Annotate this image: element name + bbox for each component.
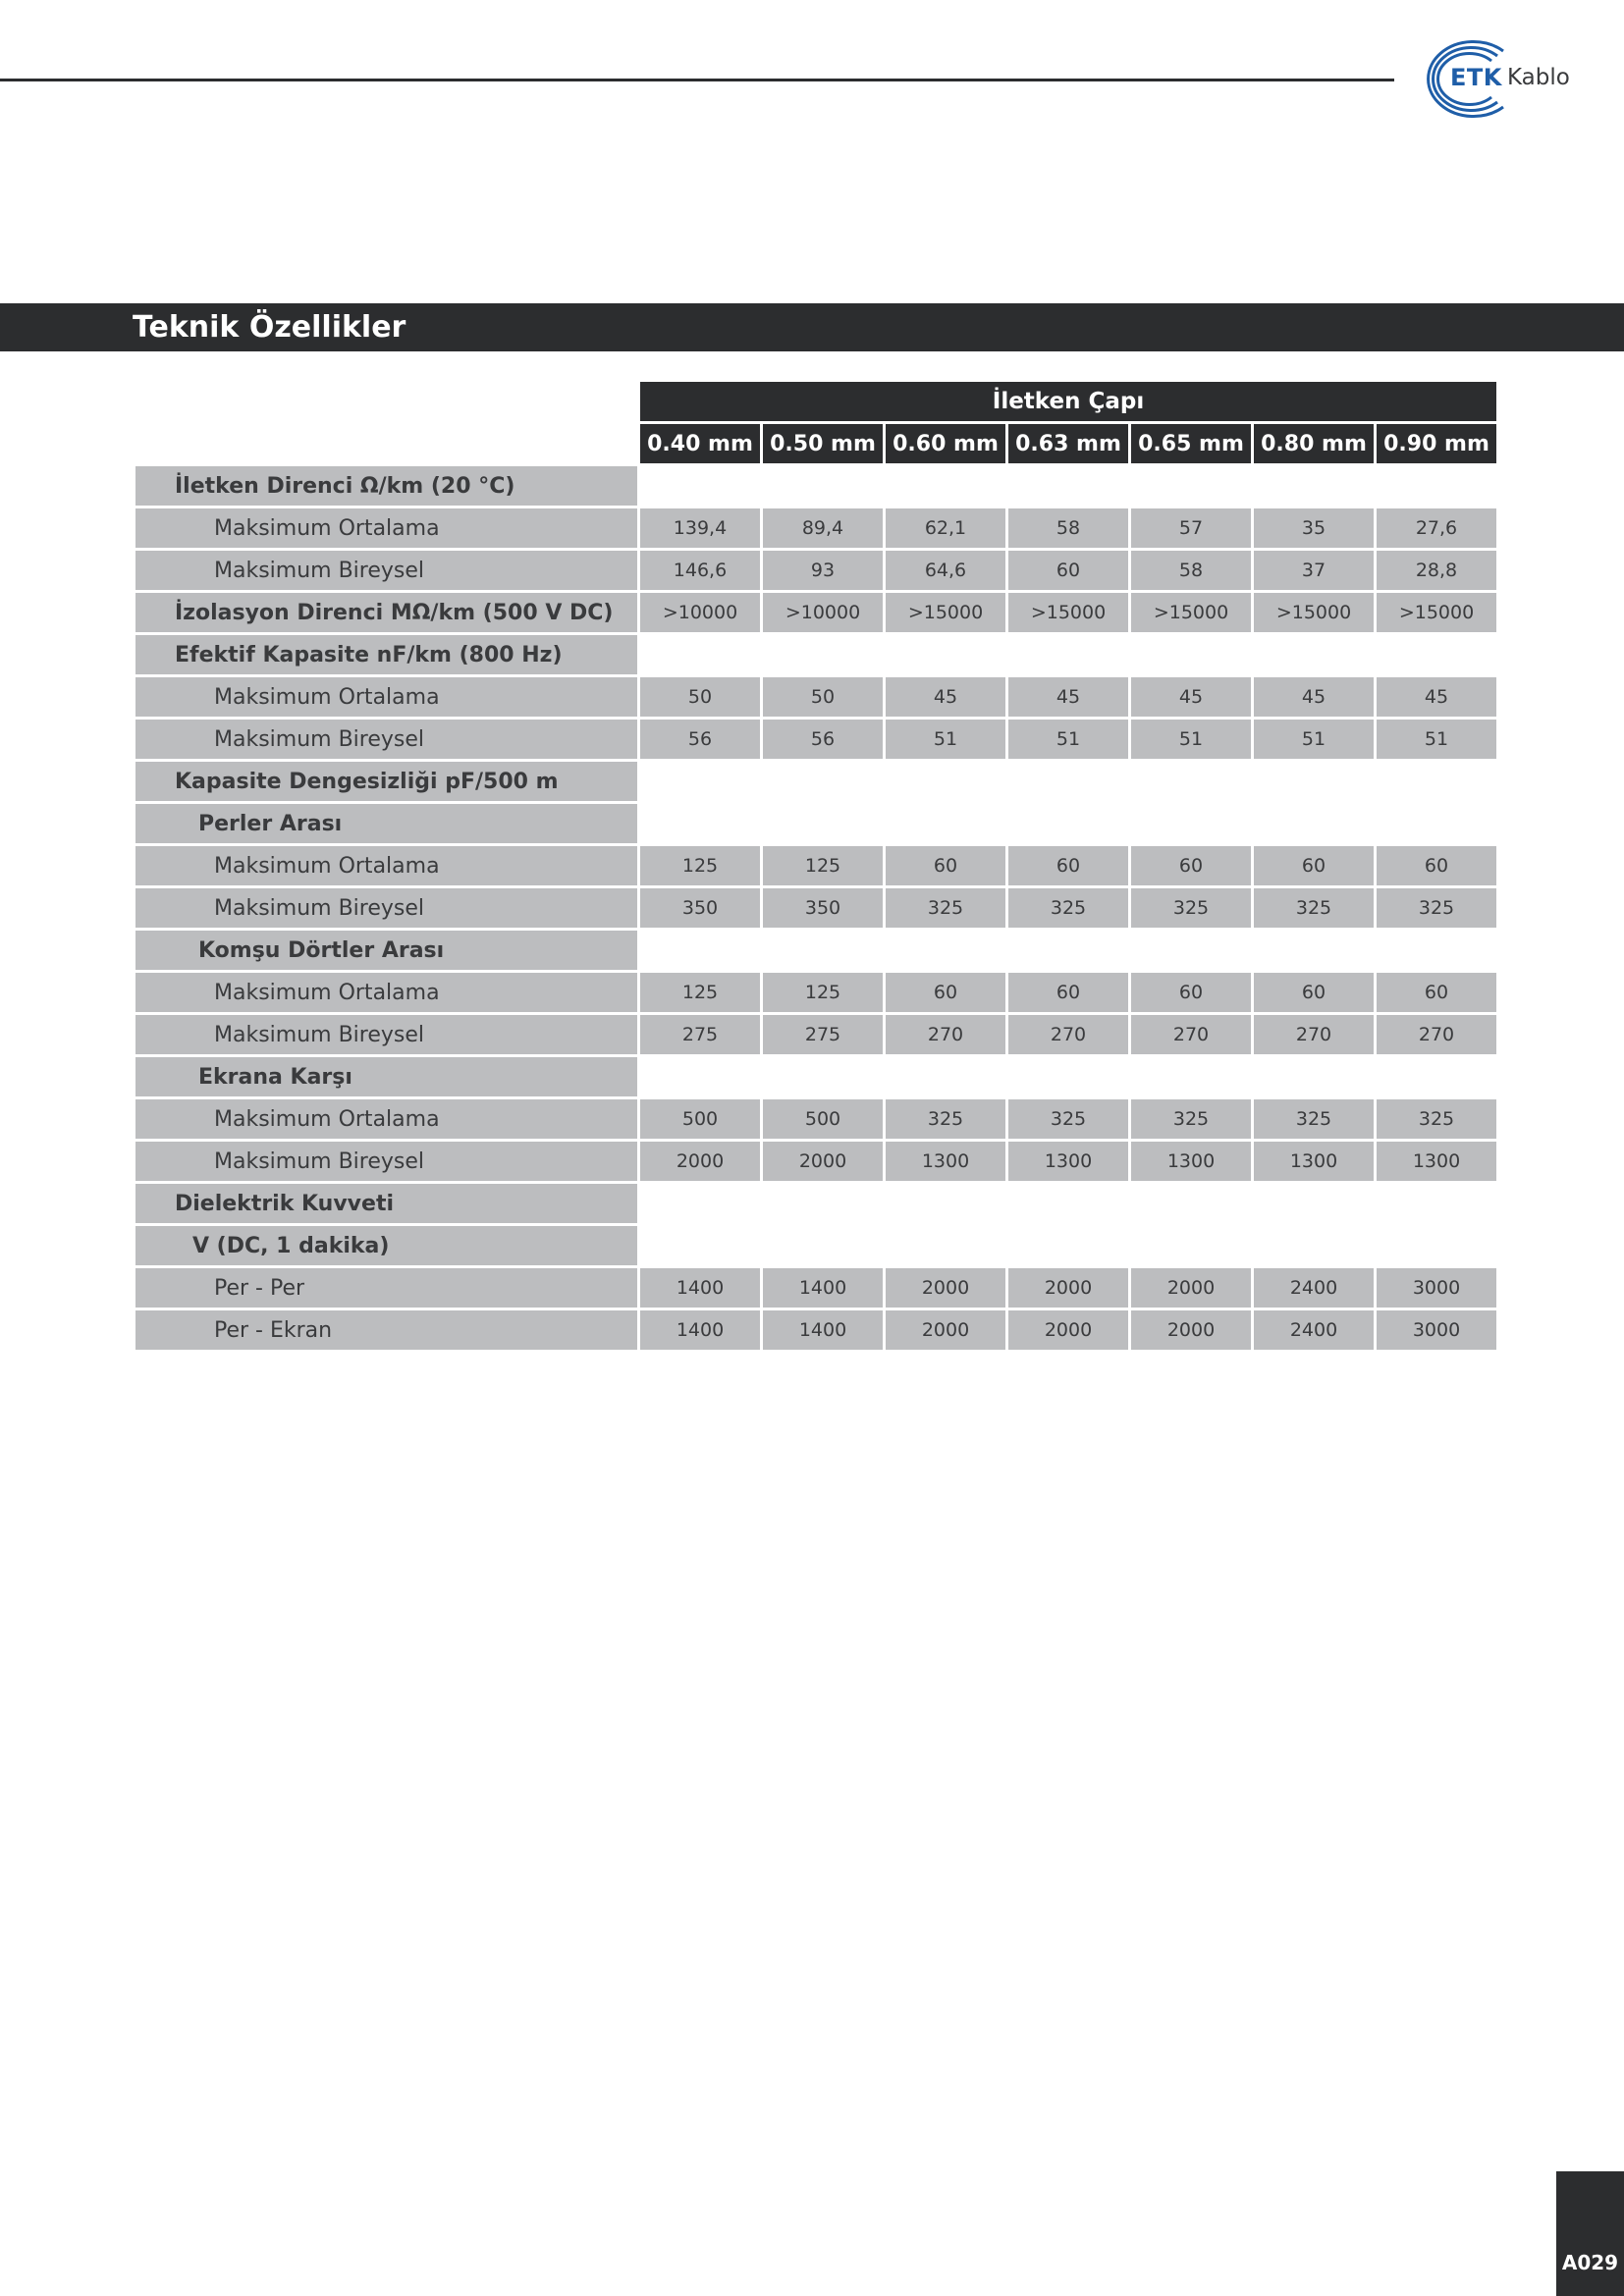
table-cell: 270: [1008, 1015, 1128, 1054]
table-cell: 125: [640, 846, 760, 885]
group-header-row: [135, 382, 1496, 421]
table-cell: 2400: [1254, 1268, 1374, 1308]
table-cell: 2000: [1008, 1268, 1128, 1308]
table-cell: 270: [1377, 1015, 1496, 1054]
table-cell: 270: [886, 1015, 1005, 1054]
table-cell: 45: [1254, 677, 1374, 717]
table-row: [135, 888, 1496, 928]
table-cell: 60: [1008, 973, 1128, 1012]
table-row: [135, 1057, 1496, 1096]
row-label: Perler Arası: [135, 804, 637, 843]
row-label: Maksimum Ortalama: [135, 508, 637, 548]
row-label: İzolasyon Direnci MΩ/km (500 V DC): [135, 593, 637, 632]
row-label: Maksimum Bireysel: [135, 1015, 637, 1054]
row-label: Per - Ekran: [135, 1310, 637, 1350]
table-row: [135, 1268, 1496, 1308]
row-label: Dielektrik Kuvveti: [135, 1184, 637, 1223]
table-cell: >10000: [640, 593, 760, 632]
table-cell: 51: [1008, 720, 1128, 759]
section-title-band: [0, 303, 1624, 351]
table-row: [135, 551, 1496, 590]
table-cell: 350: [763, 888, 883, 928]
table-cell: 325: [886, 888, 1005, 928]
table-cell: 2000: [1131, 1310, 1251, 1350]
empty-values: [640, 804, 1496, 843]
table-cell: 139,4: [640, 508, 760, 548]
table-cell: 2000: [763, 1142, 883, 1181]
table-row: [135, 973, 1496, 1012]
table-cell: >15000: [1377, 593, 1496, 632]
table-row: [135, 804, 1496, 843]
column-header: 0.63 mm: [1008, 424, 1128, 463]
table-cell: 146,6: [640, 551, 760, 590]
table-cell: 57: [1131, 508, 1251, 548]
table-cell: 500: [640, 1099, 760, 1139]
empty-values: [640, 762, 1496, 801]
table-cell: 270: [1131, 1015, 1251, 1054]
table-cell: 50: [640, 677, 760, 717]
table-cell: 325: [1377, 888, 1496, 928]
table-row: [135, 762, 1496, 801]
row-label: Per - Per: [135, 1268, 637, 1308]
table-cell: >15000: [1131, 593, 1251, 632]
table-cell: 45: [1131, 677, 1251, 717]
table-row: [135, 846, 1496, 885]
conductor-diameter-header: İletken Çapı: [640, 382, 1496, 421]
table-cell: 35: [1254, 508, 1374, 548]
table-cell: 60: [1131, 846, 1251, 885]
table-cell: 60: [1008, 846, 1128, 885]
table-cell: 325: [1254, 888, 1374, 928]
table-cell: >15000: [1254, 593, 1374, 632]
table-cell: 325: [1377, 1099, 1496, 1139]
table-cell: 64,6: [886, 551, 1005, 590]
row-label: Ekrana Karşı: [135, 1057, 637, 1096]
table-cell: 1300: [886, 1142, 1005, 1181]
row-label: Maksimum Ortalama: [135, 1099, 637, 1139]
table-cell: 50: [763, 677, 883, 717]
table-cell: 325: [1131, 1099, 1251, 1139]
empty-values: [640, 635, 1496, 674]
table-cell: 125: [763, 846, 883, 885]
table-cell: 58: [1131, 551, 1251, 590]
header-rule: [0, 79, 1394, 81]
row-label: Maksimum Bireysel: [135, 720, 637, 759]
table-cell: 3000: [1377, 1310, 1496, 1350]
table-cell: 275: [640, 1015, 760, 1054]
table-cell: 60: [1254, 846, 1374, 885]
table-cell: 125: [640, 973, 760, 1012]
table-cell: 2400: [1254, 1310, 1374, 1350]
logo-etk-text: ETK: [1450, 64, 1502, 91]
table-cell: >15000: [1008, 593, 1128, 632]
table-row: [135, 508, 1496, 548]
table-cell: 325: [886, 1099, 1005, 1139]
table-cell: 325: [1008, 1099, 1128, 1139]
table-cell: 1300: [1377, 1142, 1496, 1181]
table-cell: 60: [1131, 973, 1251, 1012]
row-label: Maksimum Ortalama: [135, 677, 637, 717]
table-cell: 60: [886, 846, 1005, 885]
table-cell: 51: [1377, 720, 1496, 759]
table-cell: 2000: [886, 1310, 1005, 1350]
empty-values: [640, 466, 1496, 506]
page-number: A029: [1561, 2251, 1619, 2274]
table-cell: 60: [1377, 846, 1496, 885]
table-cell: 1300: [1008, 1142, 1128, 1181]
table-row: [135, 466, 1496, 506]
empty-values: [640, 1184, 1496, 1223]
table-row: [135, 593, 1496, 632]
row-label: Komşu Dörtler Arası: [135, 931, 637, 970]
table-cell: 60: [1254, 973, 1374, 1012]
table-cell: 1300: [1131, 1142, 1251, 1181]
table-cell: 1300: [1254, 1142, 1374, 1181]
page-number-tab: [1556, 2171, 1624, 2296]
empty-values: [640, 1057, 1496, 1096]
table-cell: 1400: [763, 1310, 883, 1350]
row-label: V (DC, 1 dakika): [135, 1226, 637, 1265]
table-cell: 3000: [1377, 1268, 1496, 1308]
table-cell: 45: [1377, 677, 1496, 717]
etk-kablo-logo: [1419, 37, 1586, 121]
empty-values: [640, 1226, 1496, 1265]
table-cell: 51: [1131, 720, 1251, 759]
logo-kablo-text: Kablo: [1507, 65, 1570, 90]
row-label: Maksimum Bireysel: [135, 888, 637, 928]
table-row: [135, 635, 1496, 674]
table-cell: 1400: [640, 1310, 760, 1350]
technical-specs-table: [133, 379, 1499, 1353]
row-label: İletken Direnci Ω/km (20 °C): [135, 466, 637, 506]
table-row: [135, 677, 1496, 717]
table-cell: 2000: [1008, 1310, 1128, 1350]
table-cell: 2000: [1131, 1268, 1251, 1308]
table-cell: 28,8: [1377, 551, 1496, 590]
table-cell: 500: [763, 1099, 883, 1139]
row-label: Kapasite Dengesizliği pF/500 m: [135, 762, 637, 801]
table-cell: 60: [1377, 973, 1496, 1012]
table-cell: 2000: [886, 1268, 1005, 1308]
table-row: [135, 720, 1496, 759]
table-row: [135, 1099, 1496, 1139]
table-cell: 60: [1008, 551, 1128, 590]
table-cell: 27,6: [1377, 508, 1496, 548]
table-cell: 45: [886, 677, 1005, 717]
row-label: Maksimum Ortalama: [135, 846, 637, 885]
table-cell: 275: [763, 1015, 883, 1054]
column-header: 0.40 mm: [640, 424, 760, 463]
table-cell: 56: [763, 720, 883, 759]
table-cell: 270: [1254, 1015, 1374, 1054]
table-cell: 93: [763, 551, 883, 590]
column-header: 0.65 mm: [1131, 424, 1251, 463]
row-label: Maksimum Bireysel: [135, 551, 637, 590]
table-row: [135, 1310, 1496, 1350]
row-label: Maksimum Ortalama: [135, 973, 637, 1012]
table-cell: 1400: [640, 1268, 760, 1308]
table-cell: 62,1: [886, 508, 1005, 548]
table-cell: >10000: [763, 593, 883, 632]
table-row: [135, 931, 1496, 970]
table-cell: 51: [1254, 720, 1374, 759]
column-header: 0.90 mm: [1377, 424, 1496, 463]
table-row: [135, 1142, 1496, 1181]
table-cell: >15000: [886, 593, 1005, 632]
table-cell: 2000: [640, 1142, 760, 1181]
table-cell: 1400: [763, 1268, 883, 1308]
table-cell: 56: [640, 720, 760, 759]
table-cell: 89,4: [763, 508, 883, 548]
size-header-row: [135, 424, 1496, 463]
table-cell: 58: [1008, 508, 1128, 548]
table-cell: 60: [886, 973, 1005, 1012]
table-row: [135, 1184, 1496, 1223]
table-cell: 325: [1008, 888, 1128, 928]
header-spacer: [135, 382, 637, 421]
table-cell: 325: [1131, 888, 1251, 928]
empty-values: [640, 931, 1496, 970]
table-cell: 350: [640, 888, 760, 928]
table-cell: 325: [1254, 1099, 1374, 1139]
table-cell: 45: [1008, 677, 1128, 717]
column-header: 0.80 mm: [1254, 424, 1374, 463]
table-cell: 51: [886, 720, 1005, 759]
table-row: [135, 1226, 1496, 1265]
table-row: [135, 1015, 1496, 1054]
row-label: Efektif Kapasite nF/km (800 Hz): [135, 635, 637, 674]
column-header: 0.60 mm: [886, 424, 1005, 463]
section-title: Teknik Özellikler: [133, 310, 406, 345]
table-cell: 125: [763, 973, 883, 1012]
table-cell: 37: [1254, 551, 1374, 590]
row-label: Maksimum Bireysel: [135, 1142, 637, 1181]
column-header: 0.50 mm: [763, 424, 883, 463]
header-spacer: [135, 424, 637, 463]
